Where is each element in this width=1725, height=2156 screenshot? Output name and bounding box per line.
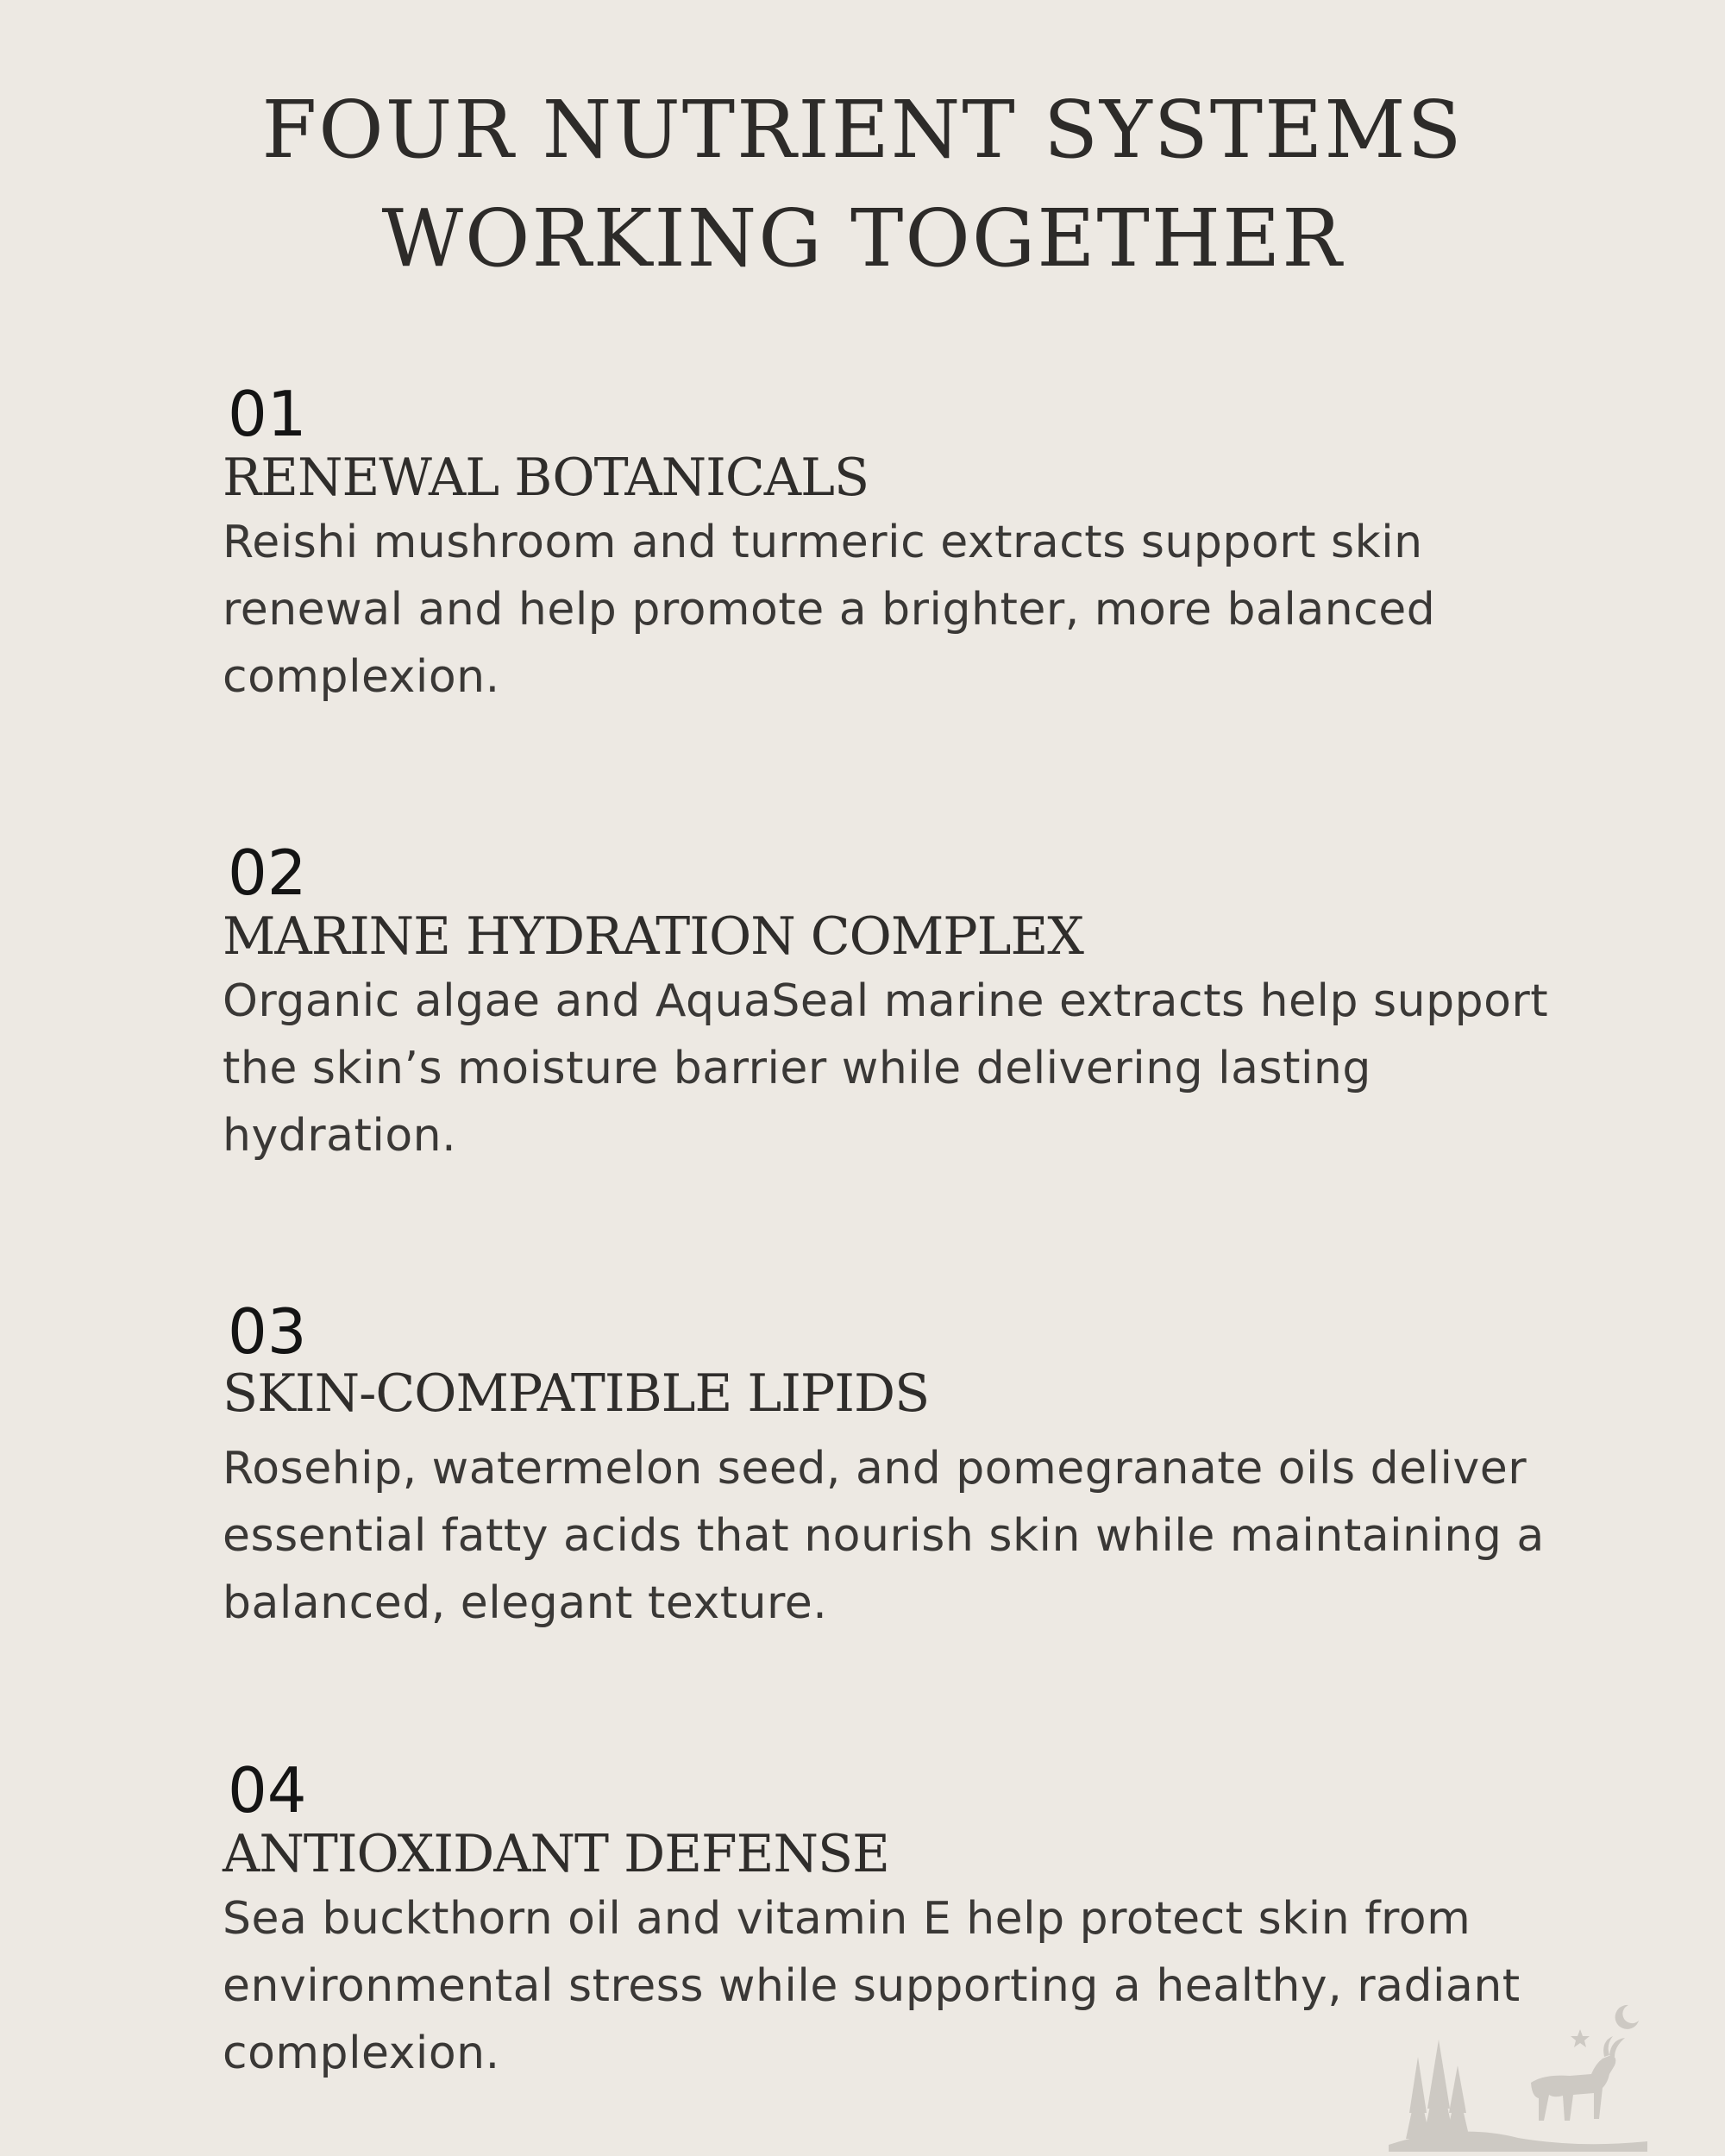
section-body: Sea buckthorn oil and vitamin E help protect skin from environmental stress while supporting a healthy, radiant complexion. [223,1893,1521,2079]
page-title-line-2: WORKING TOGETHER [381,192,1344,285]
section-heading: SKIN-COMPATIBLE LIPIDS [223,1363,930,1424]
section-heading: MARINE HYDRATION COMPLEX [223,906,1084,967]
section-number: 01 [228,378,307,450]
section-number: 02 [228,837,307,909]
page-title-line-1: FOUR NUTRIENT SYSTEMS [261,84,1464,176]
page-title [0,76,1725,293]
nutrient-section-2 [223,838,1568,1169]
section-body: Reishi mushroom and turmeric extracts support skin renewal and help promote a brighter, more balanced complexion. [223,517,1436,703]
section-number: 03 [228,1295,307,1368]
nutrient-section-1 [223,379,1568,711]
section-heading: RENEWAL BOTANICALS [223,448,869,508]
section-body: Rosehip, watermelon seed, and pomegranate oils deliver essential fatty acids that nourish skin while maintaining a balanced, elegant texture. [223,1443,1545,1629]
nutrient-section-3 [223,1297,1568,1637]
goat-forest-moon-logo-icon [1389,1953,1647,2152]
section-number: 04 [228,1754,307,1827]
nutrient-section-4 [223,1756,1568,2087]
section-body: Organic algae and AquaSeal marine extracts help support the skin’s moisture barrier while delivering lasting hydration. [223,975,1549,1162]
section-heading: ANTIOXIDANT DEFENSE [223,1824,889,1884]
